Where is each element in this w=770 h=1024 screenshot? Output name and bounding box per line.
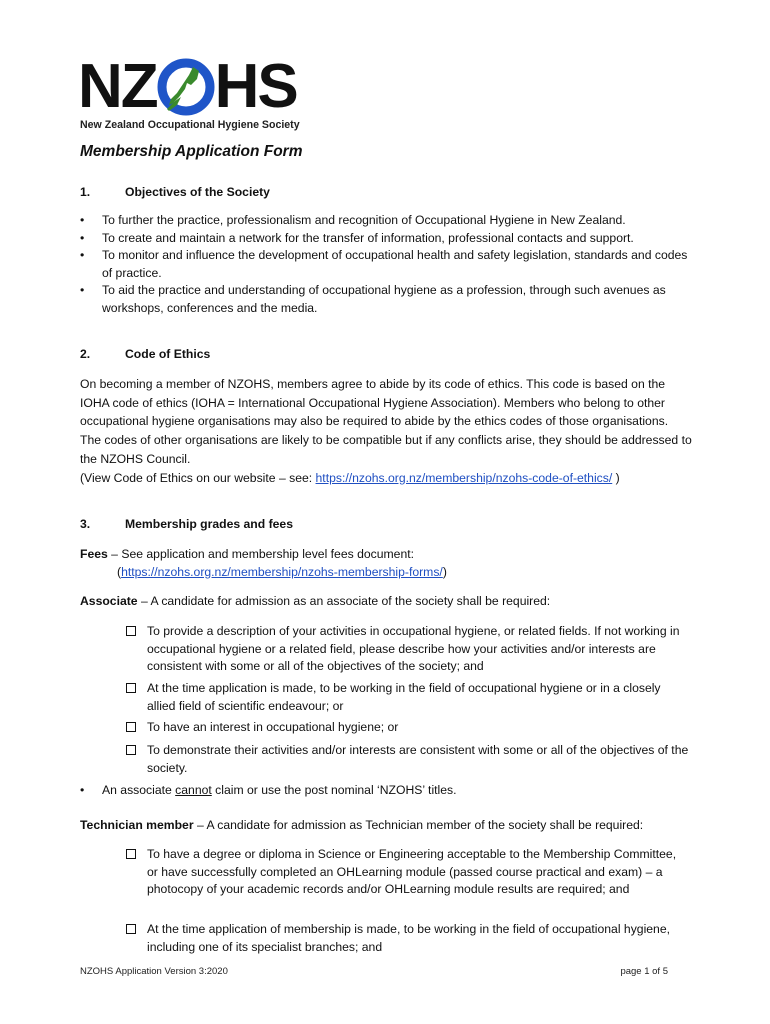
associate-requirement: To demonstrate their activities and/or interests are consistent with some or all of the objectives of the society.: [124, 742, 690, 777]
nzohs-logo: [78, 52, 300, 134]
logo-letters-right: HS: [214, 52, 297, 121]
section1-heading: 1. Objectives of the Society: [80, 185, 270, 199]
footer-page-number: page 1 of 5: [620, 966, 668, 977]
code-of-ethics-paragraph: On becoming a member of NZOHS, members agree to abide by its code of ethics. This code is based on the IOHA code of ethics (IOHA = International Occupational Hygiene Association). Members who belong to other occupational hygiene organisations may also be required to abide by the ethics codes of those organisations. The codes of other organisations are likely to be compatible but if any conflicts arise, they should be addressed to the NZOHS Council. (View Code of Ethics on our website – see: https://nzohs.org.nz/membership/nzohs-code-of-ethics/ ): [80, 377, 692, 485]
fees-paragraph: Fees – See application and membership level fees document: (https://nzohs.org.nz/membership/nzohs-membership-forms/): [80, 547, 447, 579]
bullet-icon: •: [80, 783, 85, 797]
section3-heading: 3. Membership grades and fees: [80, 517, 293, 531]
logo-letters-left: NZ: [78, 52, 157, 121]
list-item: • To monitor and influence the development of occupational health and safety legislation, standards and codes of practice.: [80, 247, 690, 282]
logo-wordmark: [78, 52, 297, 121]
code-of-ethics-link[interactable]: https://nzohs.org.nz/membership/nzohs-code-of-ethics/: [315, 470, 613, 485]
associate-requirement: At the time application is made, to be working in the field of occupational hygiene or in a closely allied field of scientific endeavour; or: [124, 680, 690, 715]
bullet-icon: •: [80, 213, 85, 227]
bullet-icon: •: [80, 248, 85, 262]
associate-paragraph: Associate – A candidate for admission as an associate of the society shall be required:: [80, 594, 551, 608]
nz-map-globe-icon: [155, 57, 217, 117]
associate-note: • An associate cannot claim or use the post nominal ‘NZOHS’ titles.: [80, 782, 690, 800]
technician-requirement: At the time application of membership is made, to be working in the field of occupational hygiene, including one of its specialist branches; and: [124, 921, 690, 956]
associate-requirement: To have an interest in occupational hygiene; or: [124, 719, 690, 737]
form-title: Membership Application Form: [80, 143, 303, 160]
list-item: • To further the practice, professionalism and recognition of Occupational Hygiene in New Zealand.: [80, 212, 690, 230]
checkbox-icon: [126, 745, 136, 755]
bullet-icon: •: [80, 283, 85, 297]
logo-subtitle: New Zealand Occupational Hygiene Society: [80, 119, 300, 131]
checkbox-icon: [126, 626, 136, 636]
footer-version: NZOHS Application Version 3:2020: [80, 966, 228, 977]
membership-forms-link[interactable]: https://nzohs.org.nz/membership/nzohs-membership-forms/: [121, 564, 443, 579]
technician-requirement: To have a degree or diploma in Science or Engineering acceptable to the Membership Committee, or have successfully completed an OHLearning module (passed course practical and exam) – a photocopy of your academic records and/or OHLearning module results are required; and: [124, 846, 690, 899]
checkbox-icon: [126, 683, 136, 693]
checkbox-icon: [126, 722, 136, 732]
list-item: • To create and maintain a network for the transfer of information, professional contacts and support.: [80, 230, 690, 248]
bullet-icon: •: [80, 231, 85, 245]
list-item: • To aid the practice and understanding of occupational hygiene as a profession, through such avenues as workshops, conferences and the media.: [80, 282, 690, 317]
checkbox-icon: [126, 924, 136, 934]
section2-heading: 2. Code of Ethics: [80, 347, 211, 361]
technician-paragraph: Technician member – A candidate for admission as Technician member of the society shall be required:: [80, 818, 644, 832]
associate-requirement: To provide a description of your activities in occupational hygiene, or related fields. If not working in occupational hygiene or a related field, please describe how your activities and/or interests are consistent with some or all of the objectives of the society; and: [124, 623, 690, 676]
checkbox-icon: [126, 849, 136, 859]
